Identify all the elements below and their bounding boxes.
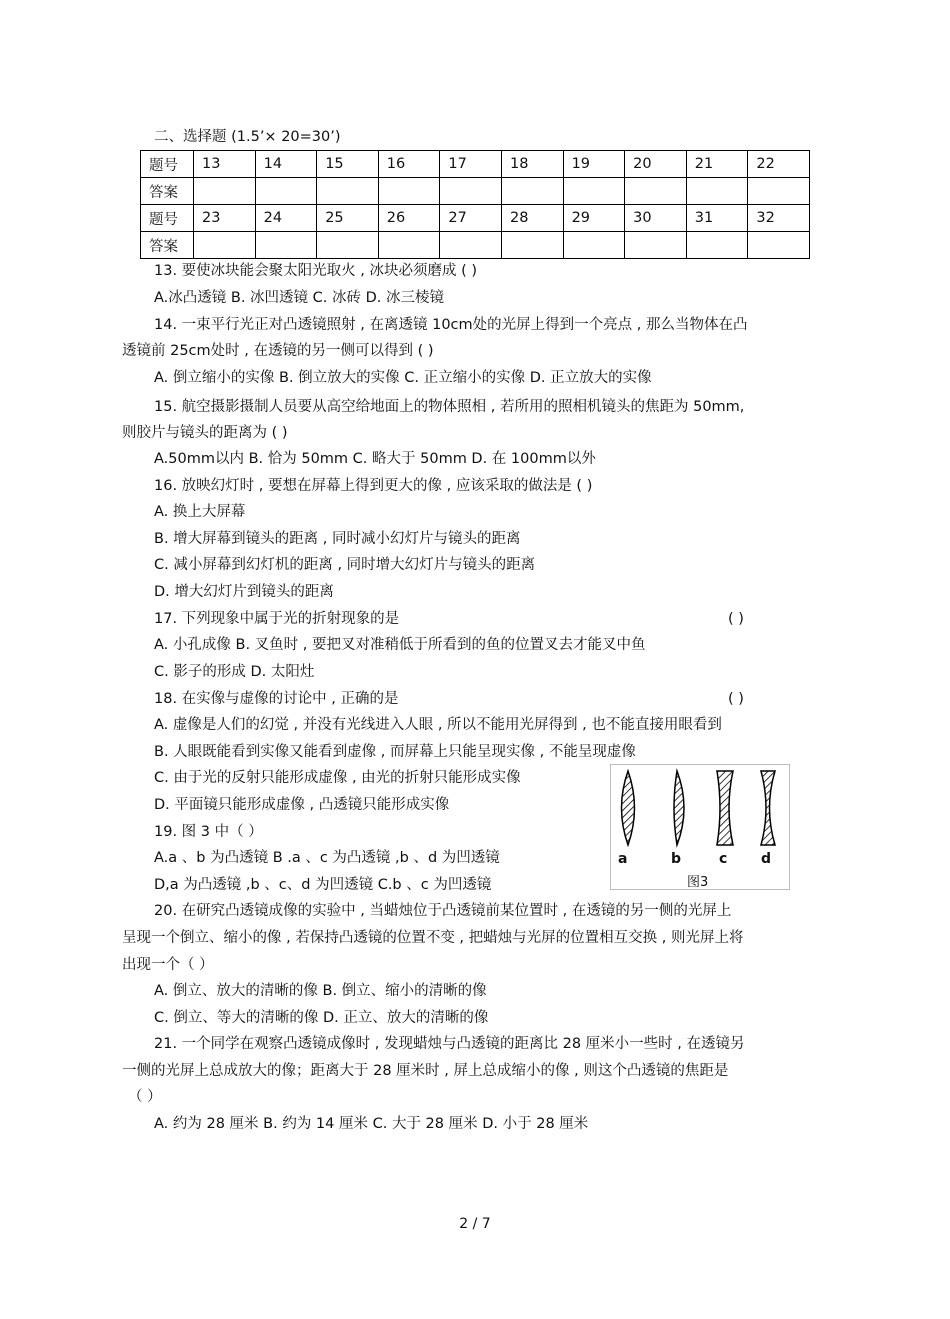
text-line: 16. 放映幻灯时 , 要想在屏幕上得到更大的像 , 应该采取的做法是 ( ) xyxy=(154,478,593,494)
table-cell: 18 xyxy=(501,151,563,178)
table-cell: 24 xyxy=(255,205,317,232)
page-number: 2 / 7 xyxy=(459,1216,491,1232)
text-line: B. 增大屏幕到镜头的距离 , 同时减小幻灯片与镜头的距离 xyxy=(154,531,521,547)
table-cell xyxy=(563,178,625,205)
table-cell xyxy=(440,232,502,259)
table-cell xyxy=(686,232,748,259)
text-line: A. 约为 28 厘米 B. 约为 14 厘米 C. 大于 28 厘米 D. 小于 28 厘米 xyxy=(154,1116,589,1132)
table-cell: 15 xyxy=(317,151,379,178)
text-line: A.a 、b 为凸透镜 B .a 、c 为凸透镜 ,b 、d 为凹透镜 xyxy=(154,850,500,866)
text-line: D. 平面镜只能形成虚像 , 凸透镜只能形成实像 xyxy=(154,797,450,813)
table-cell xyxy=(317,232,379,259)
table-row xyxy=(141,205,810,232)
text-line: A. 倒立缩小的实像 B. 倒立放大的实像 C. 正立缩小的实像 D. 正立放大的实像 xyxy=(154,370,652,386)
table-cell: 16 xyxy=(378,151,440,178)
table-cell: 19 xyxy=(563,151,625,178)
answer-paren: ( ) xyxy=(728,611,744,627)
table-cell: 28 xyxy=(501,205,563,232)
text-line: 出现一个（ ） xyxy=(122,957,214,973)
text-line: 21. 一个同学在观察凸透镜成像时 , 发现蜡烛与凸透镜的距离比 28 厘米小一些时 , 在透镜另 xyxy=(154,1036,745,1052)
answer-table xyxy=(140,150,810,259)
table-cell: 31 xyxy=(686,205,748,232)
lens-a-convex xyxy=(622,771,635,845)
table-cell: 25 xyxy=(317,205,379,232)
table-cell: 22 xyxy=(748,151,810,178)
table-cell: 23 xyxy=(194,205,256,232)
text-line: C. 减小屏幕到幻灯机的距离 , 同时增大幻灯片与镜头的距离 xyxy=(154,557,536,573)
table-cell xyxy=(501,178,563,205)
text-line: C. 影子的形成 D. 太阳灶 xyxy=(154,664,315,680)
text-line: D,a 为凸透镜 ,b 、c、d 为凹透镜 C.b 、c 为凹透镜 xyxy=(154,877,492,893)
row-header-cell: 答案 xyxy=(141,232,194,259)
section-title: 二、选择题 (1.5’× 20=30’) xyxy=(154,129,341,145)
table-cell xyxy=(501,232,563,259)
row-header-cell: 题号 xyxy=(141,205,194,232)
text-line: 一侧的光屏上总成放大的像；距离大于 28 厘米时 , 屏上总成缩小的像 , 则这个凸透镜的焦距是 xyxy=(122,1063,729,1079)
table-cell: 17 xyxy=(440,151,502,178)
text-line: 15. 航空摄影摄制人员要从高空给地面上的物体照相 , 若所用的照相机镜头的焦距为 50mm, xyxy=(154,399,745,415)
table-cell: 32 xyxy=(748,205,810,232)
table-cell xyxy=(378,232,440,259)
text-line: 18. 在实像与虚像的讨论中 , 正确的是 xyxy=(154,691,399,707)
text-line: C. 倒立、等大的清晰的像 D. 正立、放大的清晰的像 xyxy=(154,1010,489,1026)
figure-label-b: b xyxy=(671,851,682,867)
table-cell xyxy=(686,178,748,205)
figure-label-a: a xyxy=(618,851,628,867)
table-row xyxy=(141,151,810,178)
text-line: 则胶片与镜头的距离为 ( ) xyxy=(122,425,288,441)
table-cell: 21 xyxy=(686,151,748,178)
table-cell: 30 xyxy=(625,205,687,232)
text-line: 20. 在研究凸透镜成像的实验中 , 当蜡烛位于凸透镜前某位置时 , 在透镜的另一侧的光屏上 xyxy=(154,903,732,919)
table-cell xyxy=(194,232,256,259)
table-cell: 20 xyxy=(625,151,687,178)
table-cell xyxy=(255,178,317,205)
table-cell xyxy=(625,178,687,205)
table-cell xyxy=(748,232,810,259)
table-cell: 29 xyxy=(563,205,625,232)
text-line: 19. 图 3 中（ ） xyxy=(154,824,263,840)
table-cell: 13 xyxy=(194,151,256,178)
lens-b-meniscus xyxy=(674,771,684,845)
row-header-cell: 题号 xyxy=(141,151,194,178)
table-cell xyxy=(378,178,440,205)
figure-label-c: c xyxy=(719,851,728,867)
table-cell xyxy=(748,178,810,205)
text-line: 14. 一束平行光正对凸透镜照射 , 在离透镜 10cm处的光屏上得到一个亮点 , 那么当物体在凸 xyxy=(154,317,748,333)
text-line: A. 虚像是人们的幻觉 , 并没有光线进入人眼 , 所以不能用光屏得到 , 也不能直接用眼看到 xyxy=(154,717,722,733)
text-line: 呈现一个倒立、缩小的像 , 若保持凸透镜的位置不变 , 把蜡烛与光屏的位置相互交换 , 则光屏上将 xyxy=(122,930,744,946)
table-cell: 27 xyxy=(440,205,502,232)
figure-label-d: d xyxy=(761,851,772,867)
table-row xyxy=(141,178,810,205)
text-line: 17. 下列现象中属于光的折射现象的是 xyxy=(154,611,400,627)
answer-paren: ( ) xyxy=(728,691,744,707)
table-cell xyxy=(440,178,502,205)
text-line: A. 小孔成像 B. 叉鱼时 , 要把叉对准稍低于所看到的鱼的位置叉去才能叉中鱼 xyxy=(154,637,646,653)
text-line: A. 换上大屏幕 xyxy=(154,504,246,520)
text-line: D. 增大幻灯片到镜头的距离 xyxy=(154,584,334,600)
text-line: B. 人眼既能看到实像又能看到虚像 , 而屏幕上只能呈现实像 , 不能呈现虚像 xyxy=(154,744,636,760)
table-cell: 26 xyxy=(378,205,440,232)
text-line: A.50mm以内 B. 恰为 50mm C. 略大于 50mm D. 在 100mm以外 xyxy=(154,451,596,467)
text-line: A. 倒立、放大的清晰的像 B. 倒立、缩小的清晰的像 xyxy=(154,983,487,999)
text-line: C. 由于光的反射只能形成虚像 , 由光的折射只能形成实像 xyxy=(154,770,521,786)
table-cell xyxy=(194,178,256,205)
table-cell xyxy=(255,232,317,259)
row-header-cell: 答案 xyxy=(141,178,194,205)
lens-figure xyxy=(610,764,790,890)
text-line: 13. 要使冰块能会聚太阳光取火 , 冰块必须磨成 ( ) xyxy=(154,263,478,279)
table-row xyxy=(141,232,810,259)
table-cell xyxy=(317,178,379,205)
table-cell xyxy=(625,232,687,259)
lens-c-concave xyxy=(717,771,733,845)
figure-caption: 图3 xyxy=(687,875,709,890)
text-line: 透镜前 25cm处时 , 在透镜的另一侧可以得到 ( ) xyxy=(122,343,434,359)
table-cell: 14 xyxy=(255,151,317,178)
table-cell xyxy=(563,232,625,259)
text-line: （ ） xyxy=(128,1089,162,1105)
text-line: A.冰凸透镜 B. 冰凹透镜 C. 冰砖 D. 冰三棱镜 xyxy=(154,290,444,306)
lens-d-concave xyxy=(761,771,775,845)
lens-drawings xyxy=(611,765,789,855)
